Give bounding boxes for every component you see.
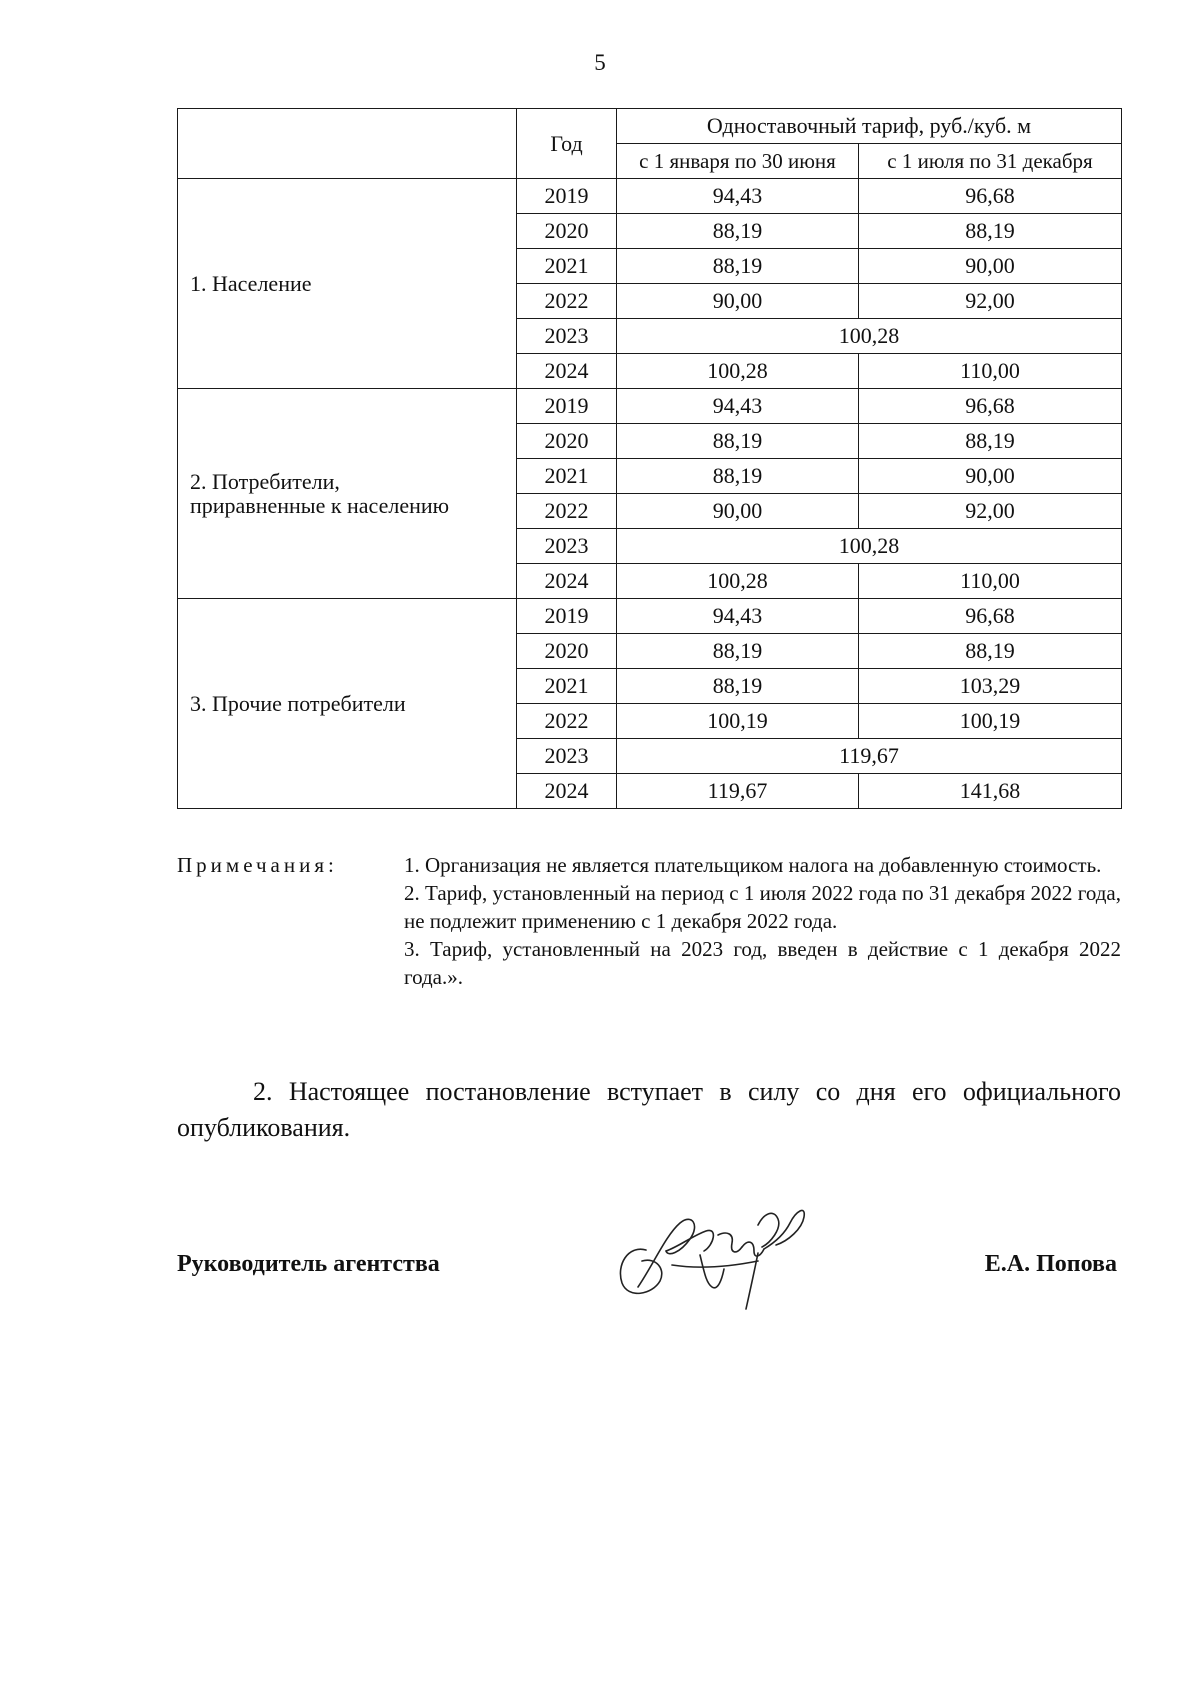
tariff-h1-cell: 100,28 [617, 354, 859, 389]
tariff-year-cell: 100,28 [617, 319, 1122, 354]
year-cell: 2023 [517, 529, 617, 564]
tariff-year-cell: 100,28 [617, 529, 1122, 564]
table-row [178, 179, 1122, 214]
handwritten-signature [608, 1195, 818, 1315]
tariff-h2-cell: 92,00 [859, 284, 1122, 319]
tariff-h2-cell: 96,68 [859, 389, 1122, 424]
tariff-h2-cell: 96,68 [859, 179, 1122, 214]
category-name-line: 1. Население [190, 270, 312, 296]
year-cell: 2023 [517, 319, 617, 354]
notes-label: Примечания: [177, 853, 338, 877]
tariff-h1-cell: 94,43 [617, 389, 859, 424]
tariff-h1-cell: 90,00 [617, 284, 859, 319]
tariff-h2-cell: 141,68 [859, 774, 1122, 809]
table-header-row-1 [178, 109, 1122, 144]
period2-header: с 1 июля по 31 декабря [859, 144, 1122, 179]
table-row [178, 389, 1122, 424]
year-cell: 2019 [517, 389, 617, 424]
tariff-h1-cell: 88,19 [617, 634, 859, 669]
tariff-h2-cell: 103,29 [859, 669, 1122, 704]
notes-list [404, 852, 1121, 992]
tariff-header: Одноставочный тариф, руб./куб. м [617, 109, 1122, 144]
year-cell: 2022 [517, 284, 617, 319]
category-cell [178, 179, 517, 389]
tariff-h2-cell: 110,00 [859, 564, 1122, 599]
year-cell: 2019 [517, 179, 617, 214]
category-cell [178, 389, 517, 599]
tariff-h1-cell: 100,19 [617, 704, 859, 739]
year-cell: 2022 [517, 704, 617, 739]
year-cell: 2024 [517, 354, 617, 389]
tariff-h1-cell: 88,19 [617, 249, 859, 284]
year-cell: 2021 [517, 669, 617, 704]
year-cell: 2020 [517, 214, 617, 249]
tariff-h2-cell: 96,68 [859, 599, 1122, 634]
signer-name: Е.А. Попова [984, 1251, 1117, 1277]
tariff-h1-cell: 88,19 [617, 424, 859, 459]
signer-role: Руководитель агентства [177, 1251, 440, 1277]
category-name-line: приравненные к населению [190, 492, 450, 518]
category-header-cell [178, 109, 517, 179]
tariff-h1-cell: 94,43 [617, 179, 859, 214]
tariff-h2-cell: 90,00 [859, 249, 1122, 284]
year-cell: 2022 [517, 494, 617, 529]
tariff-table [177, 108, 1122, 809]
tariff-h1-cell: 88,19 [617, 669, 859, 704]
tariff-h1-cell: 94,43 [617, 599, 859, 634]
year-cell: 2021 [517, 459, 617, 494]
year-cell: 2020 [517, 634, 617, 669]
tariff-h1-cell: 88,19 [617, 459, 859, 494]
tariff-h2-cell: 88,19 [859, 424, 1122, 459]
year-cell: 2020 [517, 424, 617, 459]
tariff-h2-cell: 110,00 [859, 354, 1122, 389]
category-cell [178, 599, 517, 809]
note-item: 1. Организация не является плательщиком налога на добавленную стоимость. [404, 853, 1102, 877]
tariff-h2-cell: 88,19 [859, 634, 1122, 669]
year-cell: 2024 [517, 774, 617, 809]
year-cell: 2019 [517, 599, 617, 634]
tariff-h1-cell: 88,19 [617, 214, 859, 249]
tariff-h1-cell: 119,67 [617, 774, 859, 809]
table-row [178, 599, 1122, 634]
year-header: Год [517, 109, 617, 179]
paragraph-effective-date: 2. Настоящее постановление вступает в силу со дня его официального опубликования. [177, 1077, 1121, 1142]
tariff-h2-cell: 90,00 [859, 459, 1122, 494]
page-number: 5 [594, 50, 606, 75]
tariff-h1-cell: 100,28 [617, 564, 859, 599]
tariff-h1-cell: 90,00 [617, 494, 859, 529]
period1-header: с 1 января по 30 июня [617, 144, 859, 179]
tariff-year-cell: 119,67 [617, 739, 1122, 774]
year-cell: 2023 [517, 739, 617, 774]
note-item: 3. Тариф, установленный на 2023 год, введен в действие с 1 декабря 2022 года.». [404, 936, 1121, 989]
year-cell: 2024 [517, 564, 617, 599]
note-item: 2. Тариф, установленный на период с 1 июля 2022 года по 31 декабря 2022 года, не подлежит применению с 1 декабря 2022 года. [404, 880, 1121, 933]
category-name-line: 3. Прочие потребители [190, 690, 406, 716]
tariff-h2-cell: 100,19 [859, 704, 1122, 739]
category-name-line: 2. Потребители, [190, 469, 340, 495]
year-cell: 2021 [517, 249, 617, 284]
tariff-h2-cell: 88,19 [859, 214, 1122, 249]
tariff-h2-cell: 92,00 [859, 494, 1122, 529]
